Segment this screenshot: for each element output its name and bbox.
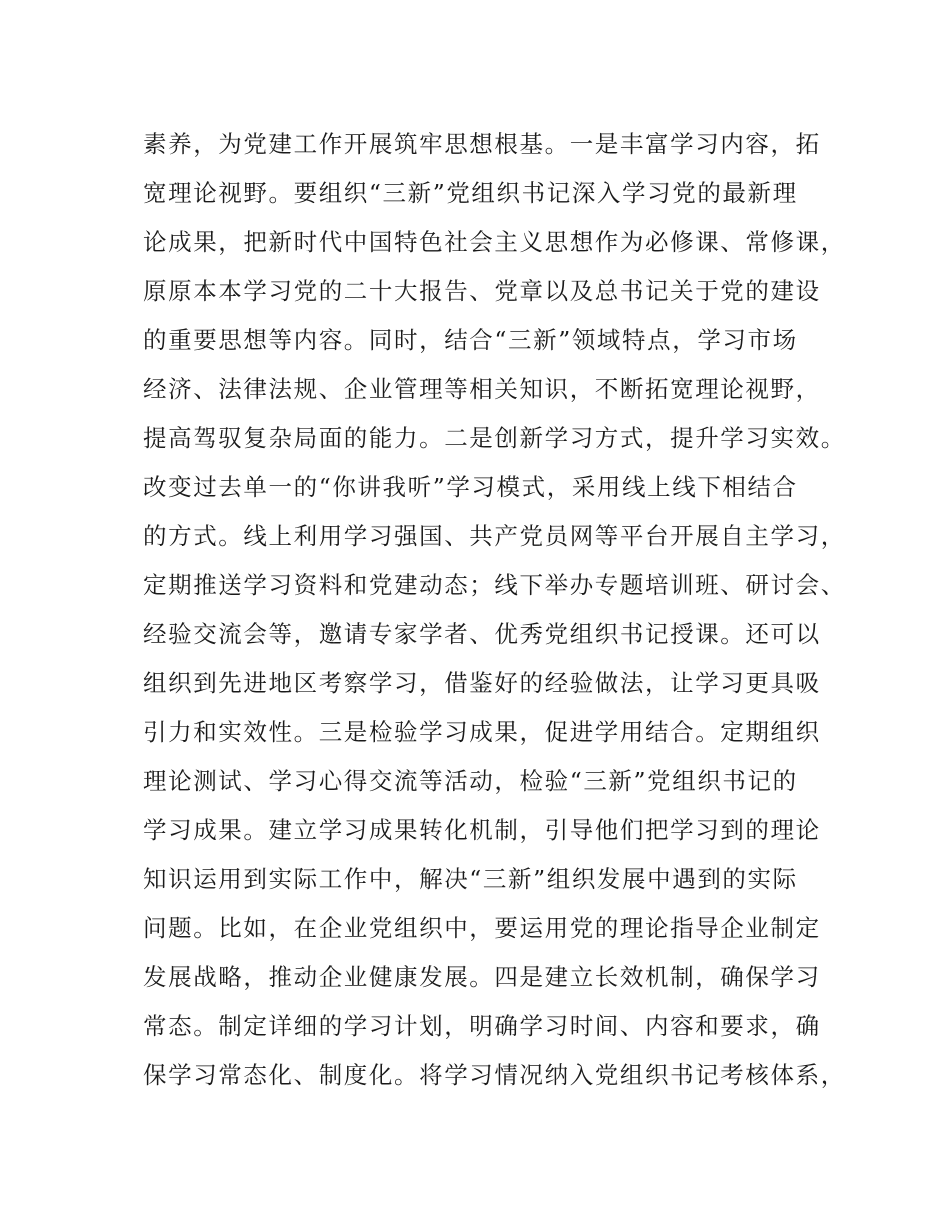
text-line: 经济、法律法规、企业管理等相关知识，不断拓宽理论视野， <box>143 375 821 403</box>
text-line: 组织到先进地区考察学习，借鉴好的经验做法，让学习更具吸 <box>143 669 821 697</box>
text-line: 论成果，把新时代中国特色社会主义思想作为必修课、常修课， <box>143 228 846 256</box>
text-line: 问题。比如，在企业党组织中，要运用党的理论指导企业制定 <box>143 914 821 942</box>
text-line: 改变过去单一的“你讲我听”学习模式，采用线上线下相结合 <box>143 473 798 501</box>
text-line: 常态。制定详细的学习计划，明确学习时间、内容和要求，确 <box>143 1012 821 1040</box>
text-line: 经验交流会等，邀请专家学者、优秀党组织书记授课。还可以 <box>143 620 821 648</box>
text-line: 原原本本学习党的二十大报告、党章以及总书记关于党的建设 <box>143 277 821 305</box>
text-line: 理论测试、学习心得交流等活动，检验“三新”党组织书记的 <box>143 767 798 795</box>
text-line: 引力和实效性。三是检验学习成果，促进学用结合。定期组织 <box>143 718 821 746</box>
text-line: 定期推送学习资料和党建动态；线下举办专题培训班、研讨会、 <box>143 571 846 599</box>
text-line: 学习成果。建立学习成果转化机制，引导他们把学习到的理论 <box>143 816 821 844</box>
text-line: 素养，为党建工作开展筑牢思想根基。一是丰富学习内容，拓 <box>143 130 821 158</box>
text-line: 发展战略，推动企业健康发展。四是建立长效机制，确保学习 <box>143 963 821 991</box>
text-line: 知识运用到实际工作中，解决“三新”组织发展中遇到的实际 <box>143 865 798 893</box>
body-paragraph <box>143 120 846 1100</box>
text-line: 的方式。线上利用学习强国、共产党员网等平台开展自主学习， <box>143 522 846 550</box>
text-line: 宽理论视野。要组织“三新”党组织书记深入学习党的最新理 <box>143 179 798 207</box>
text-line: 保学习常态化、制度化。将学习情况纳入党组织书记考核体系， <box>143 1061 846 1089</box>
text-line: 的重要思想等内容。同时，结合“三新”领域特点，学习市场 <box>143 326 798 354</box>
text-line: 提高驾驭复杂局面的能力。二是创新学习方式，提升学习实效。 <box>143 424 846 452</box>
